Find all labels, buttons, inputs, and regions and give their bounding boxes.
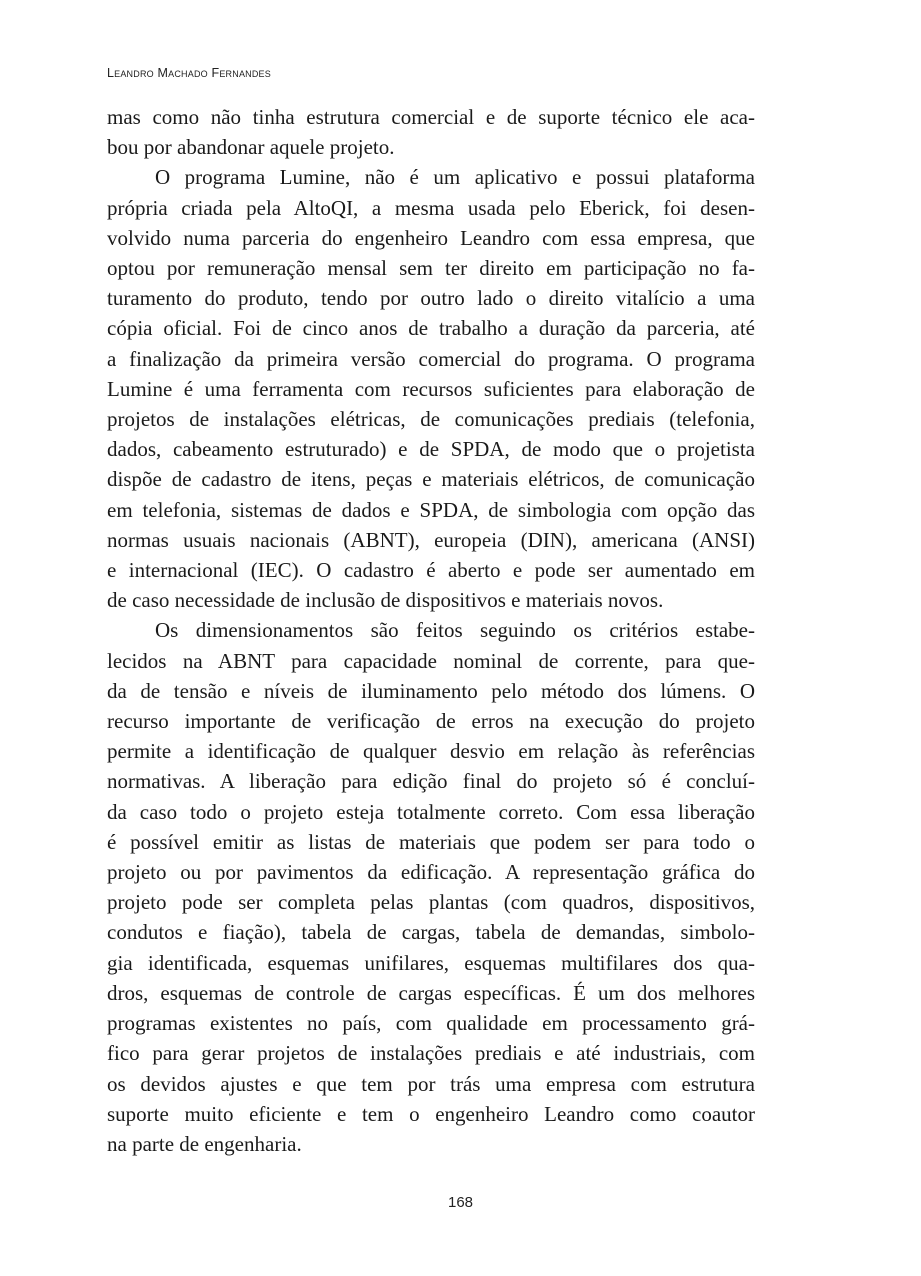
- paragraph-2: [107, 162, 755, 615]
- text-line: normativas. A liberação para edição final do projeto só é concluí-: [107, 769, 755, 794]
- text-line: a finalização da primeira versão comercial do programa. O programa: [107, 346, 755, 371]
- text-line: projetos de instalações elétricas, de comunicações prediais (telefonia,: [107, 407, 755, 432]
- text-line: própria criada pela AltoQI, a mesma usada pelo Eberick, foi desen-: [107, 195, 755, 220]
- text-line: Os dimensionamentos são feitos seguindo os critérios estabe-: [155, 618, 755, 643]
- page-number: 168: [447, 1194, 474, 1211]
- text-line: condutos e fiação), tabela de cargas, tabela de demandas, simbolo-: [107, 920, 755, 945]
- running-head: Leandro Machado Fernandes: [107, 66, 271, 80]
- text-line: de caso necessidade de inclusão de dispositivos e materiais novos.: [107, 588, 664, 613]
- text-line: na parte de engenharia.: [107, 1131, 302, 1156]
- text-line: bou por abandonar aquele projeto.: [107, 135, 395, 160]
- text-line: projeto pode ser completa pelas plantas (com quadros, dispositivos,: [107, 890, 755, 915]
- text-line: da caso todo o projeto esteja totalmente correto. Com essa liberação: [107, 799, 755, 824]
- text-line: O programa Lumine, não é um aplicativo e possui plataforma: [155, 165, 755, 190]
- text-line: programas existentes no país, com qualidade em processamento grá-: [107, 1011, 755, 1036]
- text-line: fico para gerar projetos de instalações prediais e até industriais, com: [107, 1041, 755, 1066]
- text-line: é possível emitir as listas de materiais que podem ser para todo o: [107, 829, 755, 854]
- text-line: dros, esquemas de controle de cargas específicas. É um dos melhores: [107, 980, 755, 1005]
- text-line: turamento do produto, tendo por outro lado o direito vitalício a uma: [107, 286, 755, 311]
- text-line: dispõe de cadastro de itens, peças e materiais elétricos, de comunicação: [107, 467, 755, 492]
- text-line: Lumine é uma ferramenta com recursos suficientes para elaboração de: [107, 376, 755, 401]
- text-line: cópia oficial. Foi de cinco anos de trabalho a duração da parceria, até: [107, 316, 755, 341]
- text-line: normas usuais nacionais (ABNT), europeia (DIN), americana (ANSI): [107, 527, 755, 552]
- text-line: projeto ou por pavimentos da edificação. A representação gráfica do: [107, 860, 755, 885]
- text-line: dados, cabeamento estruturado) e de SPDA, de modo que o projetista: [107, 437, 755, 462]
- paragraph-1: [107, 102, 755, 162]
- text-line: os devidos ajustes e que tem por trás uma empresa com estrutura: [107, 1071, 755, 1096]
- text-line: gia identificada, esquemas unifilares, esquemas multifilares dos qua-: [107, 950, 755, 975]
- text-line: e internacional (IEC). O cadastro é aberto e pode ser aumentado em: [107, 558, 755, 583]
- text-line: suporte muito eficiente e tem o engenheiro Leandro como coautor: [107, 1101, 755, 1126]
- text-line: volvido numa parceria do engenheiro Leandro com essa empresa, que: [107, 225, 755, 250]
- text-line: em telefonia, sistemas de dados e SPDA, de simbologia com opção das: [107, 497, 755, 522]
- text-line: lecidos na ABNT para capacidade nominal de corrente, para que-: [107, 648, 755, 673]
- text-line: recurso importante de verificação de erros na execução do projeto: [107, 709, 755, 734]
- text-line: da de tensão e níveis de iluminamento pelo método dos lúmens. O: [107, 678, 755, 703]
- text-line: permite a identificação de qualquer desvio em relação às referências: [107, 739, 755, 764]
- text-line: optou por remuneração mensal sem ter direito em participação no fa-: [107, 256, 755, 281]
- text-line: mas como não tinha estrutura comercial e de suporte técnico ele aca-: [107, 105, 755, 129]
- body-text: [107, 102, 755, 1159]
- paragraph-3: [107, 615, 755, 1159]
